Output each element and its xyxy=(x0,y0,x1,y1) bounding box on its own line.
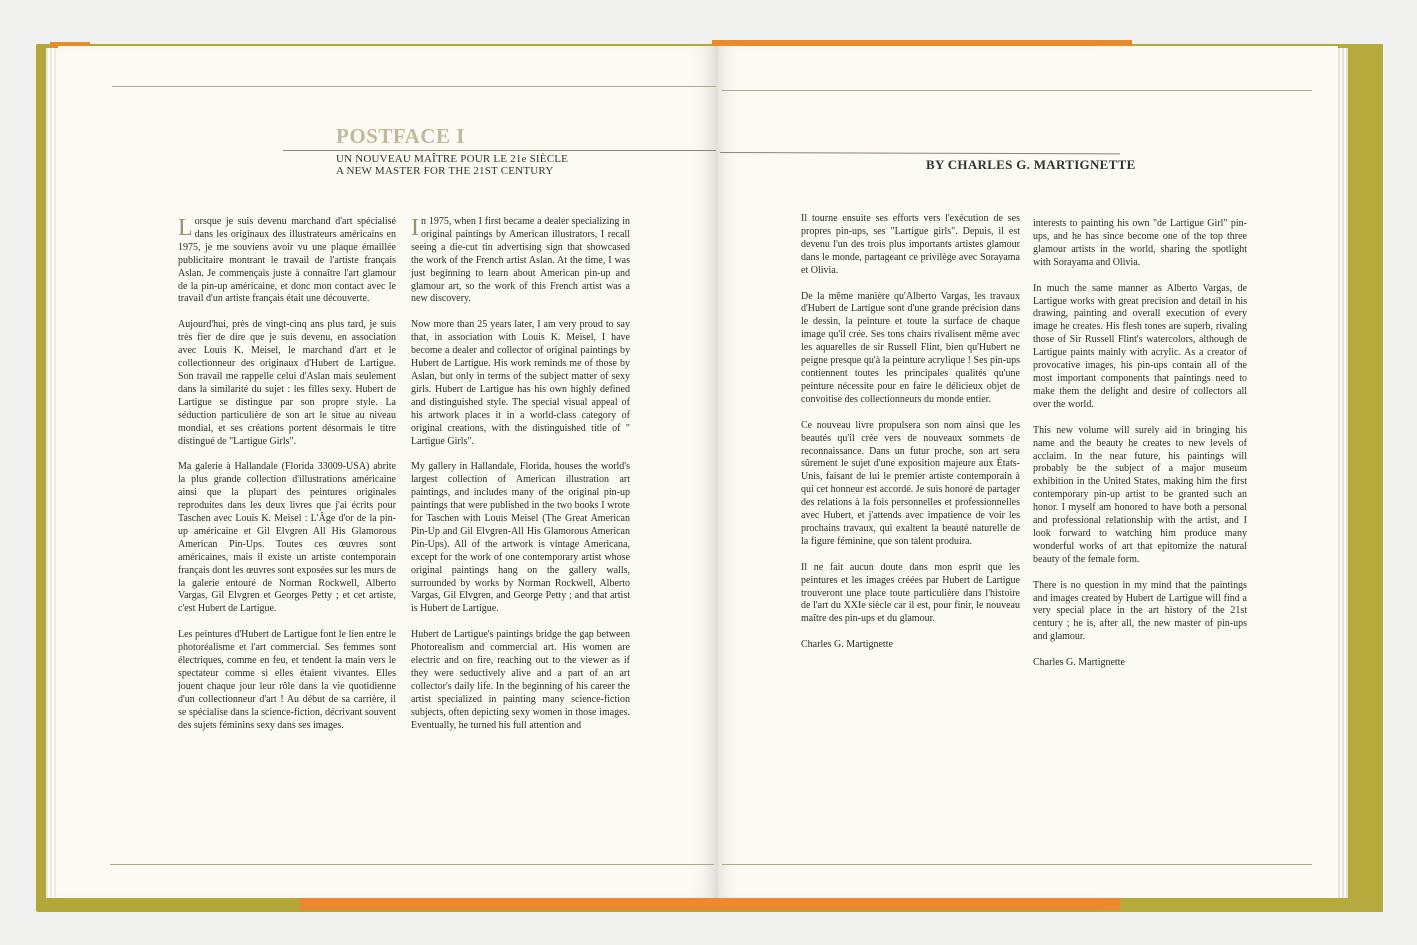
paragraph: Ce nouveau livre propulsera son nom ainsi que les beautés qu'il crée vers de nouveaux sommets de reconnaissance. Dans un futur proche, son art sera sûrement le sujet d'une exposition majeure aux États-Unis, faisant de lui le premier artiste contemporain à qui cet honneur est accordé. Je suis honoré de partager des relations à la fois personnelles et professionnelles avec Hubert, et j'attends avec impatience de voir les prochains travaux, qui exaltent la beauté naturelle de la figure féminine, que son talent produira. xyxy=(801,419,1020,547)
paragraph: Now more than 25 years later, I am very proud to say that, in association with Louis K. Meisel, I have become a dealer and collector of original paintings by Hubert de Lartigue. His work reminds me of those by Aslan, but only in terms of the subject matter of sexy girls. Hubert de Lartigue has his own highly defined and distinguished style. The special visual appeal of his artwork places it in a world-class category of original creations, with the distinguished title of " Lartigue Girls". xyxy=(411,319,630,447)
paragraph: Hubert de Lartigue's paintings bridge the gap between Photorealism and commercial art. His women are electric and on fire, reaching out to the viewer as if they were seductively alive and a part of an art collector's daily life. In the beginning of his career the artist specialized in painting many science-fiction subjects, often depicting sexy women in those images. Eventually, he turned his full attention and xyxy=(411,629,630,731)
paragraph: In much the same manner as Alberto Vargas, de Lartigue works with great precision and detail in his drawing, painting and overall execution of every image he creates. His flesh tones are superb, rivaling those of Sir Russell Flint's watercolors, although de Lartigue paints mainly with acrylic. As a creator of provocative images, his pin-ups contain all of the most important components that paintings need to make them the delight and desire of collectors all over the world. xyxy=(1033,282,1247,410)
paragraph-text: orsque je suis devenu marchand d'art spécialisé dans les originaux des illustrateurs américains en 1975, je me souviens avoir vu une plaque émaillée publicitaire montrant le travail de l'artiste français Aslan. Je commençais juste à connaître l'art glamour de la pin-up américaine, et donc mon contact avec le travail d'un artiste français était une découverte. xyxy=(178,216,396,305)
page-title: POSTFACE I xyxy=(336,124,465,148)
column-french-right xyxy=(801,213,1020,665)
subtitle-french: UN NOUVEAU MAÎTRE POUR LE 21e SIÈCLE xyxy=(336,153,569,165)
column-english-left xyxy=(411,216,630,746)
subtitle-english: A NEW MASTER FOR THE 21ST CENTURY xyxy=(336,165,554,177)
orange-spine-bottom xyxy=(300,896,1120,910)
title-rule-left xyxy=(283,150,716,151)
page-subtitle xyxy=(336,153,568,177)
paragraph: interests to painting his own "de Lartigue Girl" pin-ups, and he has since become one of the top three glamour artists in the world, sharing the spotlight with Sorayama and Olivia. xyxy=(1033,218,1247,268)
bottom-rule-left xyxy=(110,864,714,865)
top-rule-left xyxy=(112,86,716,87)
column-english-right xyxy=(1033,218,1247,683)
top-rule-right xyxy=(722,90,1312,91)
paragraph: Il tourne ensuite ses efforts vers l'exécution de ses propres pin-ups, ses "Lartigue girls". Depuis, il est devenu l'un des trois plus importants artistes glamour dans le monde, partageant ce privilège avec Sorayama et Olivia. xyxy=(801,213,1020,276)
drop-cap: L xyxy=(178,215,193,241)
paragraph: Aujourd'hui, près de vingt-cinq ans plus tard, je suis très fier de dire que je suis devenu, en association avec Louis K. Meisel, le marchand d'art et le collectionneur des originaux d'Hubert de Lartigue. Son travail me rappelle celui d'Aslan mais seulement dans la similarité du sujet : les filles sexy. Hubert de Lartigue se distingue par son propre style. La séduction particulière de son art le situe au niveau mondial, et ses créations portent désormais le titre distingué de "Lartigue Girls". xyxy=(178,319,396,447)
paragraph: Les peintures d'Hubert de Lartigue font le lien entre le photoréalisme et l'art commercial. Ses femmes sont électriques, comme en feu, et tendent la main vers le spectateur comme si elles étaient vivantes. Elles jouent chaque jour leur rôle dans la vie quotidienne d'un collectionneur d'art ! Au début de sa carrière, il se spécialise dans la science-fiction, décrivant souvent des sujets féminins sexy dans ses images. xyxy=(178,629,396,731)
signature: Charles G. Martignette xyxy=(801,639,893,651)
paragraph xyxy=(178,216,396,306)
paragraph-text: n 1975, when I first became a dealer specializing in original paintings by American illustrators, I recall seeing a die-cut tin advertising sign that showcased the work of the French artist Aslan. At the time, I was just beginning to learn about American pin-up and glamour art, so the work of this French artist was a new discovery. xyxy=(411,216,630,305)
paragraph xyxy=(411,216,630,306)
bottom-rule-right xyxy=(722,864,1312,865)
paragraph: Il ne fait aucun doute dans mon esprit que les peintures et les images créées par Hubert de Lartigue trouveront une place toute particulière dans l'histoire de l'art du XXIe siècle car il est, pour finir, le nouveau maître des pin-ups et du glamour. xyxy=(801,561,1020,625)
drop-cap: I xyxy=(411,215,419,241)
paragraph: Ma galerie à Hallandale (Florida 33009-USA) abrite la plus grande collection d'illustrations américaine ainsi que la plupart des peintures originales reproduites dans les deux livres que j'ai écrits pour Taschen avec Louis K. Meisel : L'Âge d'or de la pin-up américaine et Gil Elvgren All His Glamorous American Pin-Ups. Toutes ces œuvres sont américaines, mais il existe un artiste contemporain français dont les œuvres sont exposées sur les murs de la galerie entouré de Norman Rockwell, Alberto Vargas, Gil Elvgren et Georges Petty ; et cet artiste, c'est Hubert de Lartigue. xyxy=(178,461,396,615)
paragraph: There is no question in my mind that the paintings and images created by Hubert de Lartigue will find a very special place in the art history of the 21st century ; he is, after all, the new master of pin-ups and glamour. xyxy=(1033,579,1247,643)
signature: Charles G. Martignette xyxy=(1033,657,1125,669)
author-byline: BY CHARLES G. MARTIGNETTE xyxy=(926,157,1136,172)
paragraph: This new volume will surely aid in bringing his name and the beauty he creates to new levels of acclaim. In the near future, his paintings will probably be the subject of a major museum exhibition in the United States, making him the first contemporary pin-up artist to be granted such an honor. I myself am honored to have both a personal and professional relationship with the artist, and I look forward to watching him produce many wonderful works of art that epitomize the natural beauty of the female form. xyxy=(1033,424,1247,565)
paragraph: De la même manière qu'Alberto Vargas, les travaux d'Hubert de Lartigue sont d'une grande précision dans le dessin, la peinture et toute la surface de chaque image qu'il crée. Ses tons chairs rivalisent même avec les aquarelles de sir Russell Flint, bien qu'Hubert ne peigne presque qu'à la peinture acrylique ! Ses pin-ups contiennent toutes les principales qualités qu'une peinture nécessite pour en faire le délicieux objet de convoitise des collectionneurs du monde entier. xyxy=(801,290,1020,405)
column-french-left xyxy=(178,216,396,746)
paragraph: My gallery in Hallandale, Florida, houses the world's largest collection of American illustration art paintings, and includes many of the original pin-up paintings that were published in the two books I wrote for Taschen with Louis Meisel (The Great American Pin-Up and Gil Elvgren-All His Glamorous American Pin-Ups). All of the artwork is vintage Americana, except for the work of one contemporary artist whose original paintings hang on the gallery walls, surrounded by works by Norman Rockwell, Alberto Vargas, Gil Elvgren, and George Petty ; and that artist is Hubert de Lartigue. xyxy=(411,461,630,615)
